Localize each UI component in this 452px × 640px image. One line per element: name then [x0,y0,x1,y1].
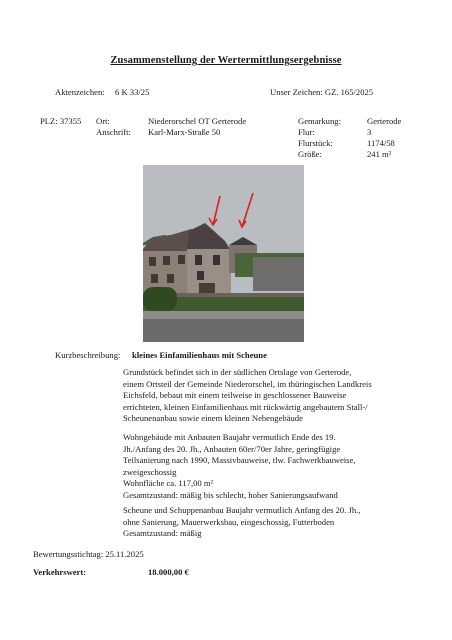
gemarkung-value: Gerterode [367,116,402,126]
groesse-value: 241 m² [367,149,392,159]
sidewalk [143,311,304,319]
groesse-label: Größe: [298,149,322,159]
kurzbeschreibung-label: Kurzbeschreibung: [55,350,121,360]
page-title: Zusammenstellung der Wertermittlungsergebnisse [110,55,342,66]
paragraph-line: ohne Sanierung, Mauerwerksbau, eingeschossig, Futterboden [123,516,335,527]
aktenzeichen-value: 6 K 33/25 [115,87,150,97]
paragraph-line: Teilsanierung nach 1990, Massivbauweise, tlw. Fachwerkbauweise, [123,455,356,466]
anschrift-value: Karl-Marx-Straße 50 [148,127,221,137]
verkehrswert-label: Verkehrswert: [33,567,87,577]
flur-label: Flur: [298,127,315,137]
stone-wall [253,257,304,291]
paragraph-line: zweigeschossig [123,466,177,477]
gemarkung-label: Gemarkung: [298,116,341,126]
property-photo [143,165,304,342]
paragraph-line: Scheune und Schuppenanbau Baujahr vermutlich Anfang des 20. Jh., [123,505,361,515]
anschrift-label: Anschrift: [96,127,131,137]
bewertungsstichtag: Bewertungsstichtag: 25.11.2025 [33,549,144,559]
description-paragraph-2 [123,432,423,502]
kurzbeschreibung-value: kleines Einfamilienhaus mit Scheune [132,350,267,360]
plz: PLZ: 37355 [40,116,82,126]
flurstueck-value: 1174/58 [367,138,395,148]
paragraph-line: errichteten, kleinen Einfamilienhaus mit rückwärtig angebautem Stall-/ [123,401,368,412]
description-paragraph-1 [123,367,423,425]
ort-value: Niederorschel OT Gerterode [148,116,247,126]
paragraph-line: Scheunenanbau sowie einem kleinen Nebengebäude [123,413,303,424]
bush [143,287,177,311]
paragraph-line: Wohngebäude mit Anbauten Baujahr vermutlich Ende des 19. [123,432,336,442]
description-paragraph-3 [123,505,423,540]
verkehrswert-value: 18.000,00 € [148,567,189,577]
paragraph-line: Gesamtzustand: mäßig bis schlecht, hoher Sanierungsaufwand [123,489,338,500]
flur-value: 3 [367,127,372,137]
paragraph-line: Wohnfläche ca. 117,00 m² [123,478,214,489]
paragraph-line: Grundstück befindet sich in der südlichen Ortslage von Gerterode, [123,367,352,377]
ort-label: Ort: [96,116,110,126]
aktenzeichen-label: Aktenzeichen: [55,87,105,97]
paragraph-line: Jh./Anfang des 20. Jh., Anbauten 60er/70er Jahre, geringfügige [123,443,341,454]
flurstueck-label: Flurstück: [298,138,333,148]
road [143,319,304,342]
paragraph-line: einem Ortsteil der Gemeinde Niederorschel, im thüringischen Landkreis [123,378,372,389]
paragraph-line: Eichsfeld, bebaut mit einem teilweise in geschlossener Bauweise [123,390,347,401]
unser-zeichen: Unser Zeichen: GZ. 165/2025 [270,87,374,97]
paragraph-line: Gesamtzustand: mäßig [123,528,202,539]
